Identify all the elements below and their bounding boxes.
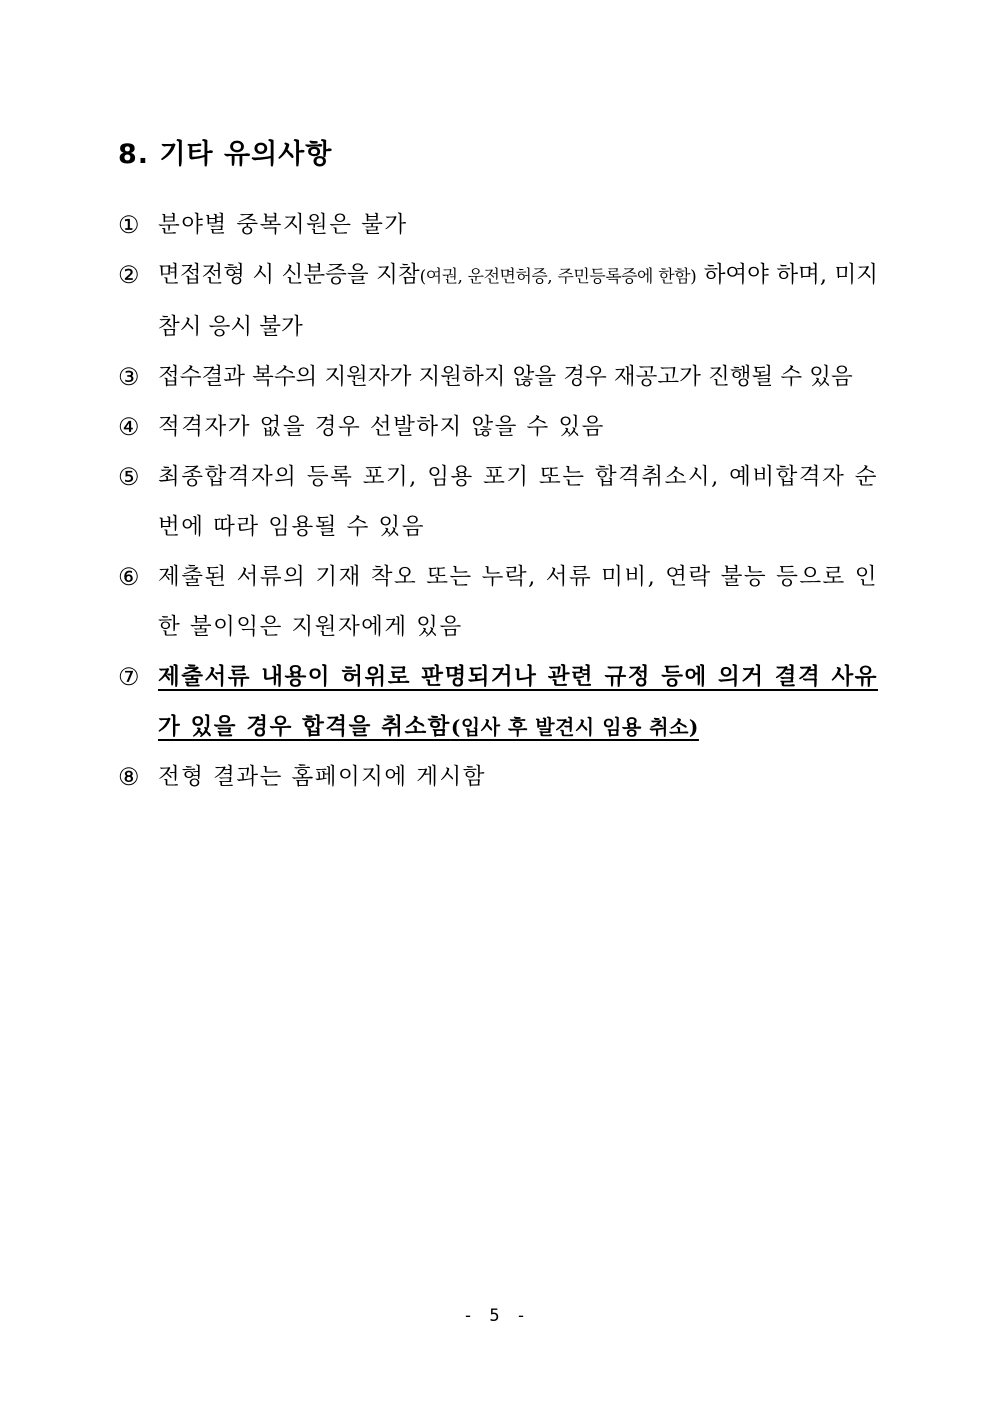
notice-list <box>118 200 878 802</box>
item-number: ④ <box>118 413 140 441</box>
item-number: ⑤ <box>118 463 140 491</box>
list-item <box>118 452 878 552</box>
item-text: 적격자가 없을 경우 선발하지 않을 수 있음 <box>158 414 605 440</box>
item-number: ① <box>118 211 140 239</box>
item-number: ⑦ <box>118 663 140 691</box>
item-number: ⑧ <box>118 763 140 791</box>
item-text-tail: 하여야 하며, 미지참시 응시 불가 <box>158 262 878 340</box>
list-item <box>118 752 878 802</box>
item-text <box>158 664 878 740</box>
item-number: ② <box>118 261 140 289</box>
item-text: 접수결과 복수의 지원자가 지원하지 않을 경우 재공고가 진행될 수 있음 <box>158 364 853 390</box>
list-item <box>118 402 878 452</box>
item-parenthetical: (여권, 운전면허증, 주민등록증에 한함) <box>419 267 697 287</box>
list-item <box>118 352 878 402</box>
list-item-emphasized <box>118 652 878 752</box>
item-number: ⑥ <box>118 563 140 591</box>
list-item <box>118 250 878 352</box>
item-text-main: 제출서류 내용이 허위로 판명되거나 관련 규정 등에 의거 결격 사유가 있을 경우 합격을 취소함 <box>158 664 878 740</box>
item-text: 전형 결과는 홈페이지에 게시함 <box>158 764 487 790</box>
item-text: 최종합격자의 등록 포기, 임용 포기 또는 합격취소시, 예비합격자 순번에 따라 임용될 수 있음 <box>158 464 878 540</box>
list-item <box>118 552 878 652</box>
item-text: 제출된 서류의 기재 착오 또는 누락, 서류 미비, 연락 불능 등으로 인한 불이익은 지원자에게 있음 <box>158 564 878 640</box>
item-text: 분야별 중복지원은 불가 <box>158 212 408 238</box>
page-number: - 5 - <box>462 1306 530 1326</box>
item-number: ③ <box>118 363 140 391</box>
item-text <box>158 262 878 340</box>
item-parenthetical: (입사 후 발견시 임용 취소) <box>450 715 699 739</box>
item-text-main: 면접전형 시 신분증을 지참 <box>158 262 420 288</box>
section-title: 8. 기타 유의사항 <box>118 139 333 170</box>
list-item <box>118 200 878 250</box>
